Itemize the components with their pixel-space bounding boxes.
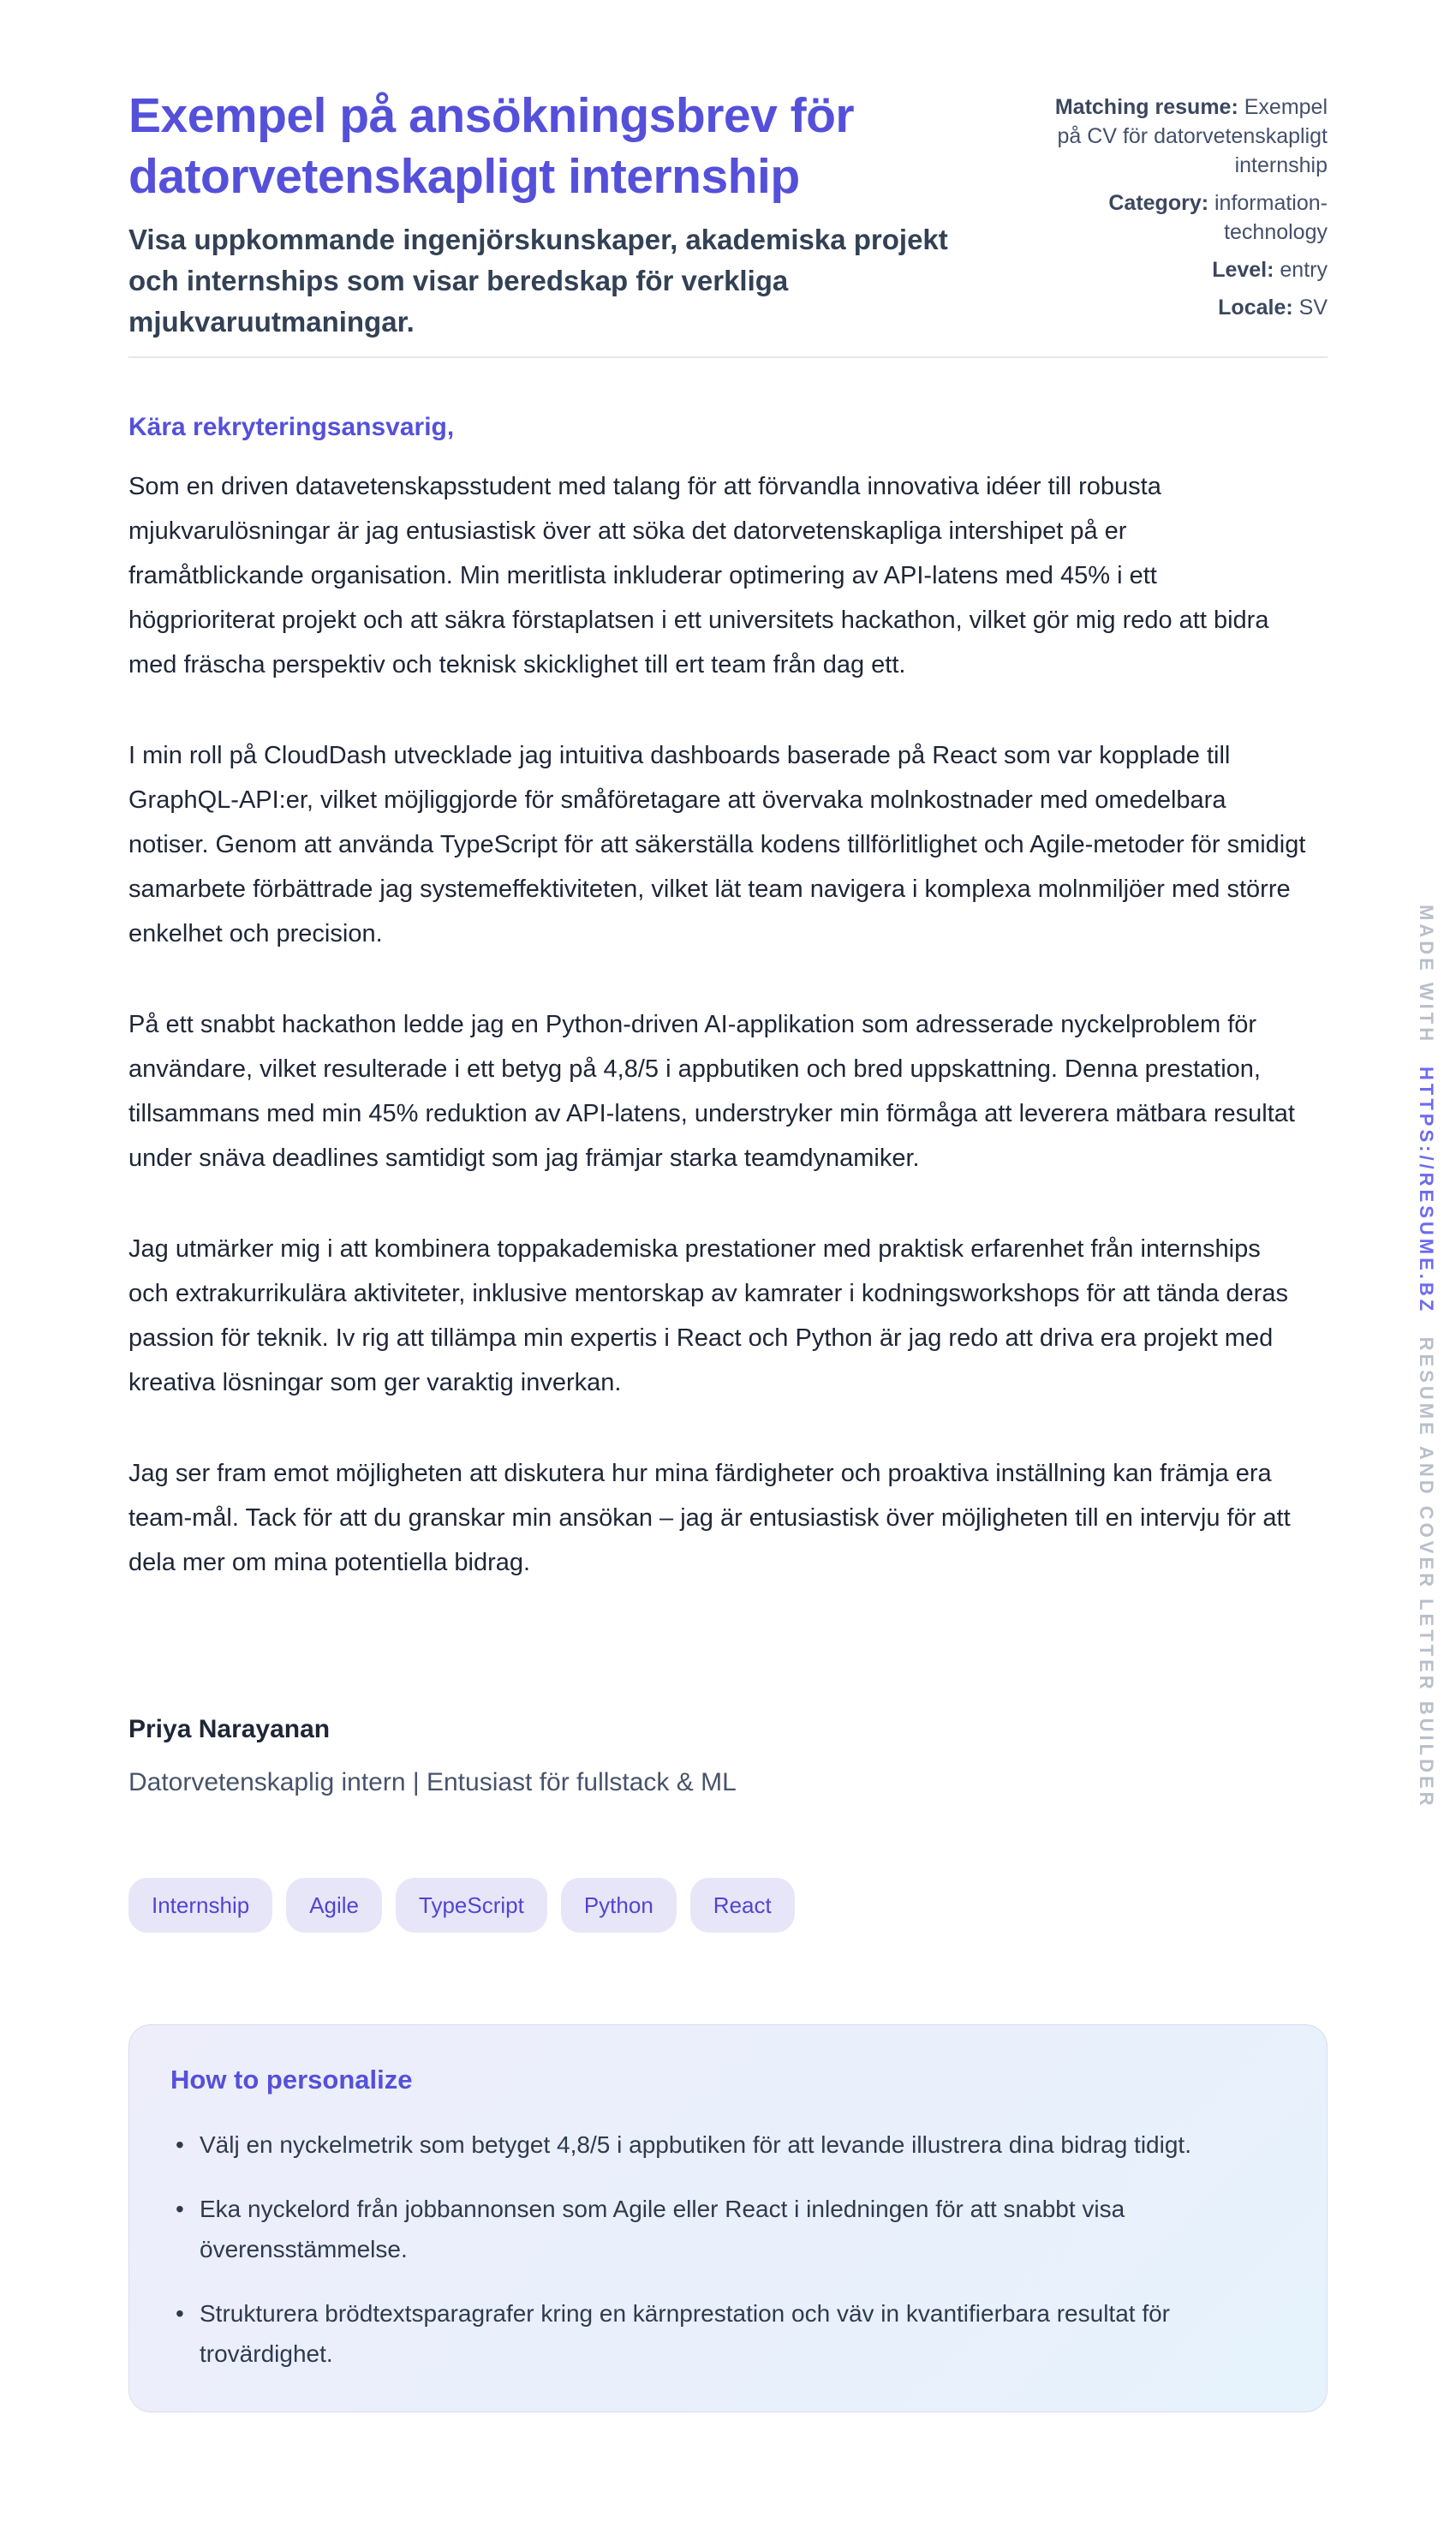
- meta-label: Matching resume:: [1054, 95, 1238, 119]
- keyword-tag-list: [128, 1878, 795, 1933]
- meta-value: information-technology: [1214, 191, 1328, 244]
- header-divider: [128, 356, 1328, 358]
- tag-pill-react: React: [690, 1878, 795, 1933]
- meta-label: Category:: [1108, 191, 1209, 215]
- meta-item-matching-resume: [1028, 93, 1328, 180]
- tag-pill-typescript: TypeScript: [396, 1878, 547, 1933]
- watermark-prefix: MADE WITH: [1416, 905, 1437, 1045]
- letter-paragraph: Som en driven datavetenskapsstudent med talang för att förvandla innovativa idéer till robusta mjukvarulösningar är jag entusiastisk över att söka det datorvetenskapliga intershipet på er framåtblickande organisation. Min meritlista inkluderar optimering av API-latens med 45% i ett högprioriterat projekt och att säkra förstaplatsen i ett universitets hackathon, vilket gör mig redo att bidra med fräscha perspektiv och teknisk skicklighet till ert team från dag ett.: [128, 473, 1269, 678]
- meta-value: SV: [1298, 296, 1328, 320]
- meta-item-locale: [1028, 293, 1328, 322]
- header-text-block: [128, 86, 985, 343]
- letter-greeting: Kära rekryteringsansvarig,: [128, 413, 455, 441]
- page-title: Exempel på ansökningsbrev för datorvetenskapligt internship: [128, 88, 855, 204]
- letter-paragraph: I min roll på CloudDash utvecklade jag intuitiva dashboards baserade på React som var kopplade till GraphQL-API:er, vilket möjliggjorde för småföretagare att övervaka molnkostnader med omedelbara notiser. Genom att använda TypeScript för att säkerställa kodens tillförlitlighet och Agile-metoder för smidigt samarbete förbättrade jag systemeffektiviteten, vilket lät team navigera i komplexa molnmiljöer med större enkelhet och precision.: [128, 742, 1306, 947]
- tag-pill-agile: Agile: [286, 1878, 382, 1933]
- meta-item-category: [1028, 188, 1328, 247]
- resume-bz-link[interactable]: HTTPS://RESUME.BZ: [1416, 1067, 1437, 1315]
- meta-label: Level:: [1212, 258, 1274, 282]
- tips-list: [170, 2125, 1286, 2374]
- page-subtitle: Visa uppkommande ingenjörskunskaper, akademiska projekt och internships som visar beredskap för verkliga mjukvaruutmaningar.: [128, 224, 948, 338]
- signature-block: [128, 1715, 737, 1797]
- resume-meta: [1028, 86, 1328, 331]
- meta-value: Exempel på CV för datorvetenskapligt internship: [1057, 95, 1328, 177]
- personalize-tips-card: [128, 2024, 1328, 2412]
- tips-heading: How to personalize: [170, 2065, 413, 2095]
- cover-letter-body: [128, 413, 1328, 1585]
- tag-pill-internship: Internship: [128, 1878, 272, 1933]
- tip-item: • Strukturera brödtextsparagrafer kring en kärnprestation och väv in kvantifierbara resultat för trovärdighet.: [170, 2293, 1286, 2374]
- signature-name: Priya Narayanan: [128, 1715, 331, 1743]
- tip-item: • Eka nyckelord från jobbannonsen som Agile eller React i inledningen för att snabbt visa överensstämmelse.: [170, 2189, 1286, 2269]
- letter-paragraph: Jag utmärker mig i att kombinera toppakademiska prestationer med praktisk erfarenhet från internships och extrakurrikulära aktiviteter, inklusive mentorskap av kamrater i kodningsworkshops för att tända deras passion för teknik. Iv rig att tillämpa min expertis i React och Python är jag redo att driva era projekt med kreativa lösningar som ger varaktig inverkan.: [128, 1235, 1288, 1396]
- tag-pill-python: Python: [561, 1878, 677, 1933]
- signature-role: Datorvetenskaplig intern | Entusiast för fullstack & ML: [128, 1768, 737, 1796]
- header: [128, 86, 1328, 343]
- tip-item: • Välj en nyckelmetrik som betyget 4,8/5 i appbutiken för att levande illustrera dina bidrag tidigt.: [170, 2125, 1286, 2165]
- watermark-suffix: RESUME AND COVER LETTER BUILDER: [1416, 1336, 1437, 1809]
- made-with-watermark: [1415, 905, 1437, 1809]
- letter-paragraph: På ett snabbt hackathon ledde jag en Python-driven AI-applikation som adresserade nyckelproblem för användare, vilket resulterade i ett betyg på 4,8/5 i appbutiken och bred uppskattning. Denna prestation, tillsammans med min 45% reduktion av API-latens, understryker min förmåga att leverera mätbara resultat under snäva deadlines samtidigt som jag främjar starka teamdynamiker.: [128, 1011, 1295, 1172]
- meta-value: entry: [1280, 258, 1328, 282]
- meta-item-level: [1028, 255, 1328, 284]
- meta-label: Locale:: [1218, 296, 1293, 320]
- letter-paragraph: Jag ser fram emot möjligheten att diskutera hur mina färdigheter och proaktiva inställning kan främja era team-mål. Tack för att du granskar min ansökan – jag är entusiastisk över möjligheten till en intervju för att dela mer om mina potentiella bidrag.: [128, 1460, 1291, 1576]
